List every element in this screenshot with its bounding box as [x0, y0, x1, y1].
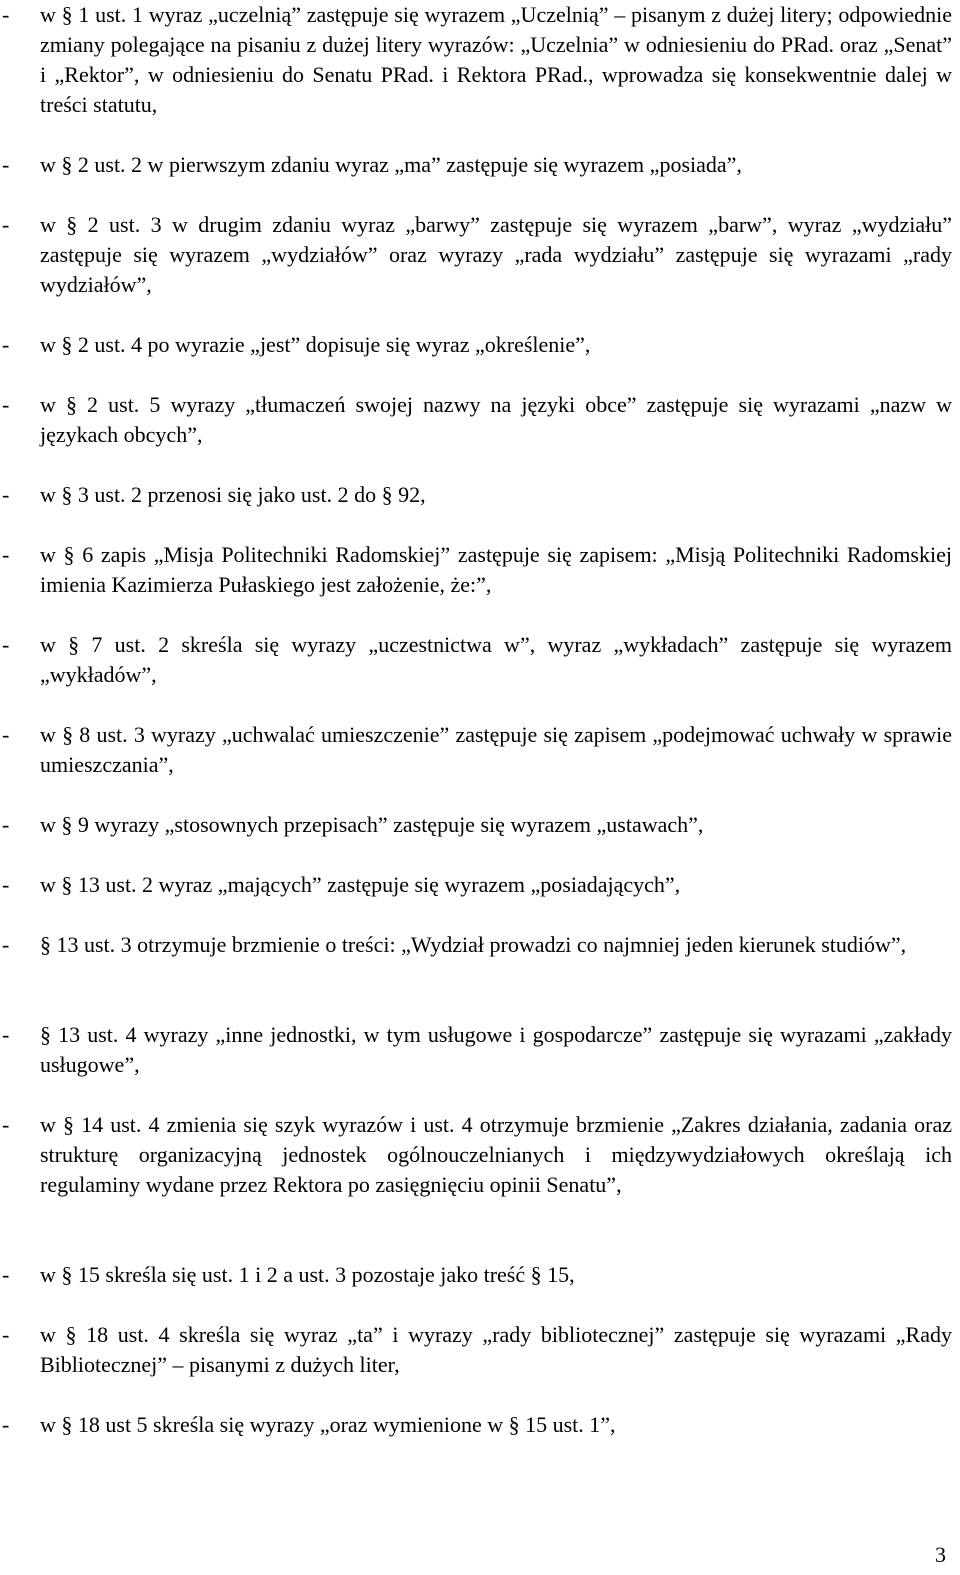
- list-item-text: w § 2 ust. 5 wyrazy „tłumaczeń swojej nazwy na języki obce” zastępuje się wyrazami „nazw w językach obcych”,: [40, 392, 952, 447]
- list-dash: -: [2, 932, 10, 957]
- list-dash: -: [2, 542, 10, 567]
- list-dash: -: [2, 1262, 10, 1287]
- list-item-text: w § 6 zapis „Misja Politechniki Radomskiej” zastępuje się zapisem: „Misją Politechniki Radomskiej imienia Kazimierza Pułaskiego jest założenie, że:”,: [40, 542, 952, 597]
- list-dash: -: [2, 872, 10, 897]
- list-dash: -: [2, 632, 10, 657]
- page-number: 3: [935, 1542, 946, 1567]
- list-item-text: § 13 ust. 3 otrzymuje brzmienie o treści: „Wydział prowadzi co najmniej jeden kierunek studiów”,: [40, 932, 907, 957]
- list-item-text: w § 18 ust 5 skreśla się wyrazy „oraz wymienione w § 15 ust. 1”,: [40, 1412, 616, 1437]
- list-item-text: w § 2 ust. 2 w pierwszym zdaniu wyraz „ma” zastępuje się wyrazem „posiada”,: [40, 152, 742, 177]
- list-dash: -: [2, 1022, 10, 1047]
- list-item-text: w § 15 skreśla się ust. 1 i 2 a ust. 3 pozostaje jako treść § 15,: [40, 1262, 575, 1287]
- list-dash: -: [2, 1412, 10, 1437]
- list-dash: -: [2, 812, 10, 837]
- list-dash: -: [2, 482, 10, 507]
- list-item-text: w § 7 ust. 2 skreśla się wyrazy „uczestnictwa w”, wyraz „wykładach” zastępuje się wyrazem „wykładów”,: [40, 632, 952, 687]
- list-dash: -: [2, 2, 10, 27]
- list-dash: -: [2, 1112, 10, 1137]
- list-item-text: w § 2 ust. 4 po wyrazie „jest” dopisuje się wyraz „określenie”,: [40, 332, 591, 357]
- list-item-text: w § 9 wyrazy „stosownych przepisach” zastępuje się wyrazem „ustawach”,: [40, 812, 704, 837]
- list-dash: -: [2, 212, 10, 237]
- list-item-text: w § 13 ust. 2 wyraz „mających” zastępuje się wyrazem „posiadających”,: [40, 872, 681, 897]
- list-dash: -: [2, 392, 10, 417]
- list-dash: -: [2, 1322, 10, 1347]
- list-item-text: w § 1 ust. 1 wyraz „uczelnią” zastępuje się wyrazem „Uczelnią” – pisanym z dużej litery; odpowiednie zmiany polegające na pisaniu z dużej litery wyrazów: „Uczelnia” w odniesieniu do PRad. oraz „Senat” i „Rektor”, w odniesieniu do Senatu PRad. i Rektora PRad., wprowadza się konsekwentnie dalej w treści statutu,: [40, 2, 952, 117]
- list-item-text: w § 18 ust. 4 skreśla się wyraz „ta” i wyrazy „rady bibliotecznej” zastępuje się wyrazami „Rady Bibliotecznej” – pisanymi z dużych liter,: [40, 1322, 952, 1377]
- list-item-text: w § 3 ust. 2 przenosi się jako ust. 2 do § 92,: [40, 482, 426, 507]
- list-dash: -: [2, 722, 10, 747]
- list-dash: -: [2, 152, 10, 177]
- list-item-text: w § 14 ust. 4 zmienia się szyk wyrazów i ust. 4 otrzymuje brzmienie „Zakres działania, zadania oraz strukturę organizacyjną jednostek ogólnouczelnianych i międzywydziałowych określają ich regulaminy wydane przez Rektora po zasięgnięciu opinii Senatu”,: [40, 1112, 952, 1197]
- list-item-text: w § 8 ust. 3 wyrazy „uchwalać umieszczenie” zastępuje się zapisem „podejmować uchwały w sprawie umieszczania”,: [40, 722, 952, 777]
- list-item-text: § 13 ust. 4 wyrazy „inne jednostki, w tym usługowe i gospodarcze” zastępuje się wyrazami „zakłady usługowe”,: [40, 1022, 952, 1077]
- list-dash: -: [2, 332, 10, 357]
- list-item-text: w § 2 ust. 3 w drugim zdaniu wyraz „barwy” zastępuje się wyrazem „barw”, wyraz „wydziału” zastępuje się wyrazem „wydziałów” oraz wyrazy „rada wydziału” zastępuje się wyrazami „rady wydziałów”,: [40, 212, 952, 297]
